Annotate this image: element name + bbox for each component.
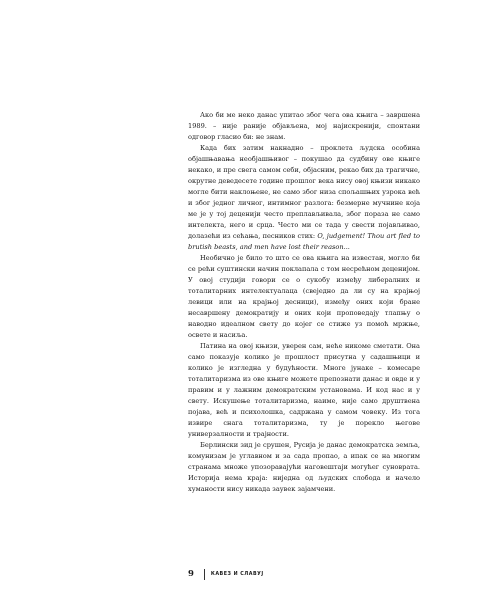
paragraph-3: Необично је било то што се ова књига на известан, могло би се рећи суштински начин поклапала с том несрећном деценијом. У овој студији говори се о сукобу између либералних и тоталитарних интелектуалаца (свеједно да ли су на крајњој левици или на крајњој десници), између оних који бране несавршену демократију и оних који проповедају тлапњу о наводно идеалном свету до којег се стиже уз помоћ мржње, освете и насиља.: [188, 254, 420, 339]
paragraph-4: Патина на овој књизи, уверен сам, неће никоме сметати. Она само показује колико је прошлост присутна у садашњици и колико је изгледна у будућности. Многе јунаке – комесаре тоталитаризма из ове књиге можете препознати данас и овде и у правим и у лажним демократским установама. И код нас и у свету. Искушење тоталитаризма, наиме, није само друштвена појава, већ и психолошка, садржана у самом човеку. Из тога извире снага тоталитаризма, ту је порекло његове универзалности и трајности.: [188, 342, 420, 438]
paragraph-2: [188, 143, 420, 253]
paragraph-2-text: Када бих затим накнадно – проклета људска особина објашњавања необјашњивог – покушао да судбину ове књиге некако, и пре свега самом себи, објасним, рекао бих да трагичне, окрутне деведесете године прошлог века нису овој књизи никако могле бити наклоњене, не само због низа спољашњих узрока већ и због једног личног, интимног разлога: безмерне мучнине која ме је у тој деценији често преплављивала, због пораза не само интелекта, него и срца. Често ми се тада у свести појављивао, долазећи из сећања, песников стих:: [188, 144, 420, 240]
page-footer: [188, 567, 420, 581]
paragraph-1: Ако би ме неко данас упитао због чега ова књига – завршена 1989. – није раније објављена, мој најискренији, спонтани одговор гласио би: не знам.: [188, 111, 420, 141]
footer-divider: [204, 569, 205, 580]
running-title: КАВЕЗ И СЛАВУЈ: [210, 571, 264, 577]
paragraph-5: Берлински зид је срушен, Русија је данас демократска земља, комунизам је углавном и за сада пропао, а ипак се на многим странама множе упозоравајући наговештаји могућег суноврата. Историја нема краја: ниједна од људских слобода и начело хуманости нису никада заувек зајамчени.: [188, 441, 420, 493]
page-number: 9: [188, 569, 194, 579]
shakespeare-quote: O, judgement! Thou art fled to brutish beasts, and men have lost their reason...: [188, 232, 420, 251]
main-text: [188, 110, 420, 495]
